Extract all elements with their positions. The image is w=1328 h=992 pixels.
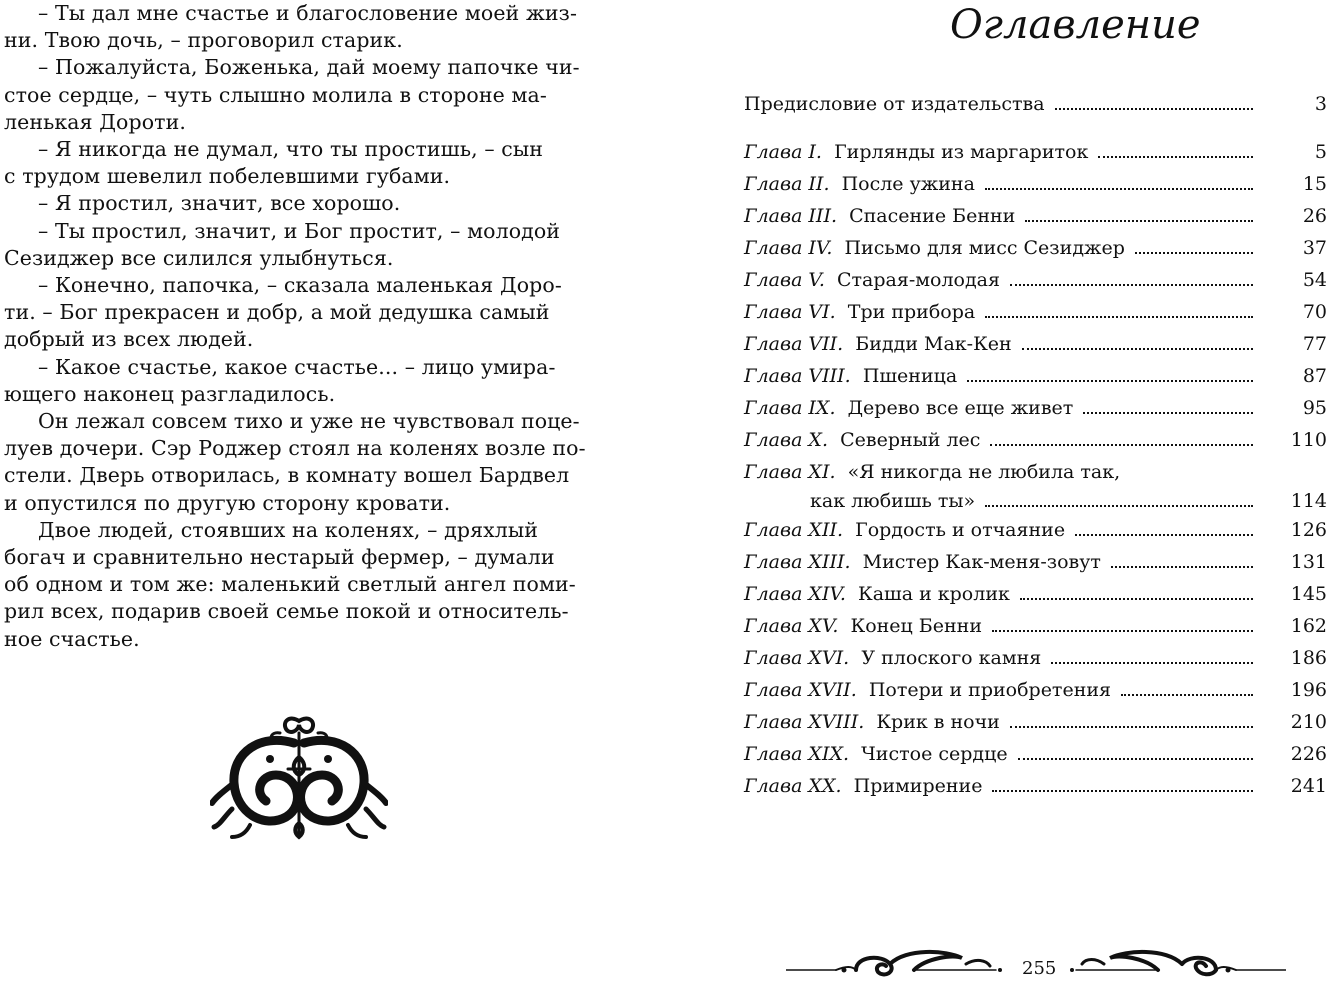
toc-chapter-title: Гордость и отчаяние (855, 519, 1066, 541)
toc-chapter-number: Глава XIX. (744, 743, 850, 765)
toc-chapter-title: У плоского камня (861, 647, 1042, 669)
toc-leader (985, 505, 1253, 507)
toc-page-number: 77 (1302, 333, 1327, 355)
toc-row-preface[interactable] (744, 88, 1327, 120)
toc-leader (1135, 252, 1253, 254)
toc-leader (1055, 108, 1253, 110)
toc-page-number: 114 (1290, 490, 1327, 512)
toc-chapter-title: Бидди Мак-Кен (855, 333, 1012, 355)
toc-page-number: 5 (1314, 141, 1327, 163)
toc-leader (1020, 598, 1253, 600)
toc-row[interactable] (744, 136, 1327, 168)
toc-chapter-number: Глава VII. (744, 333, 844, 355)
paragraph: – Я простил, значит, все хорошо. (38, 191, 401, 216)
toc-chapter-number: Глава II. (744, 173, 830, 195)
toc-leader (1018, 758, 1253, 760)
paragraph: Двое людей, стоявших на коленях, – дряхлый богач и сравнительно нестарый фермер, – думали об одном и том же: маленький светлый ангел поми- рил всех, подарив своей семье покой и относитель- ное счастье. (4, 517, 576, 651)
toc-chapter-number: Глава VI. (744, 301, 836, 323)
toc-chapter-number: Глава V. (744, 269, 825, 291)
toc-leader (967, 380, 1253, 382)
toc-chapter-title-cont: как любишь ты» (810, 490, 976, 512)
toc-row[interactable] (744, 168, 1327, 200)
toc-leader (1075, 534, 1253, 536)
toc-page-number: 126 (1290, 519, 1327, 541)
toc-chapter-number: Глава X. (744, 429, 828, 451)
toc-row[interactable] (744, 424, 1327, 456)
toc-row[interactable] (744, 360, 1327, 392)
toc-leader (992, 630, 1253, 632)
toc-leader (985, 188, 1253, 190)
toc-page-number: 145 (1290, 583, 1327, 605)
toc-chapter-title: Конец Бенни (850, 615, 983, 637)
toc-chapter-title: После ужина (841, 173, 975, 195)
toc-row[interactable] (744, 546, 1327, 578)
toc-row[interactable] (744, 232, 1327, 264)
table-of-contents (744, 88, 1327, 802)
toc-chapter-number: Глава XX. (744, 775, 842, 797)
toc-row[interactable] (744, 674, 1327, 706)
toc-row[interactable] (744, 738, 1327, 770)
toc-chapter-title: Письмо для мисс Сезиджер (844, 237, 1125, 259)
paragraph: – Я никогда не думал, что ты простишь, – сын с трудом шевелил побелевшими губами. (4, 137, 544, 189)
toc-row[interactable] (744, 706, 1327, 738)
paragraph: – Какое счастье, какое счастье... – лицо умира- ющего наконец разгладилось. (4, 354, 556, 406)
toc-row[interactable] (744, 200, 1327, 232)
paragraph: – Пожалуйста, Боженька, дай моему папочке чи- стое сердце, – чуть слышно молила в стороне ма- ленькая Дороти. (4, 55, 580, 134)
toc-page-number: 196 (1290, 679, 1327, 701)
left-page-text (4, 0, 594, 653)
toc-row[interactable] (744, 456, 1327, 514)
toc-row[interactable] (744, 770, 1327, 802)
paragraph: – Ты простил, значит, и Бог простит, – молодой Сезиджер все силился улыбнуться. (4, 218, 561, 270)
toc-leader (1051, 662, 1253, 664)
toc-chapter-number: Глава III. (744, 205, 837, 227)
toc-row[interactable] (744, 328, 1327, 360)
toc-chapter-title: Спасение Бенни (849, 205, 1016, 227)
toc-page-number: 210 (1290, 711, 1327, 733)
paragraph: – Ты дал мне счастье и благословение моей жиз- ни. Твою дочь, – проговорил старик. (4, 1, 577, 53)
toc-leader (1098, 156, 1253, 158)
toc-leader (1010, 726, 1253, 728)
toc-page-number: 26 (1302, 205, 1327, 227)
toc-chapter-number: Глава XVI. (744, 647, 850, 669)
toc-chapter-title: Старая-молодая (836, 269, 1000, 291)
toc-page-number: 162 (1290, 615, 1327, 637)
page-footer (786, 944, 1286, 992)
toc-row[interactable] (744, 296, 1327, 328)
toc-chapter-title: Каша и кролик (858, 583, 1010, 605)
toc-leader (1025, 220, 1253, 222)
toc-chapter-number: Глава XVII. (744, 679, 857, 701)
toc-leader (1022, 348, 1253, 350)
toc-page-number: 3 (1314, 93, 1327, 115)
toc-chapter-number: Глава IV. (744, 237, 833, 259)
page-number: 255 (1022, 958, 1057, 979)
toc-chapter-number: Глава XIV. (744, 583, 846, 605)
toc-row[interactable] (744, 264, 1327, 296)
toc-chapter-number: Глава VIII. (744, 365, 851, 387)
toc-page-number: 95 (1302, 397, 1327, 419)
toc-page-number: 54 (1302, 269, 1327, 291)
toc-chapter-title: Потери и приобретения (868, 679, 1112, 701)
toc-leader (1083, 412, 1253, 414)
toc-chapter-number: Глава I. (744, 141, 822, 163)
toc-page-number: 110 (1290, 429, 1327, 451)
toc-leader (990, 444, 1253, 446)
toc-chapter-title: Три прибора (847, 301, 976, 323)
toc-chapter-number: Глава XV. (744, 615, 839, 637)
toc-row[interactable] (744, 578, 1327, 610)
toc-chapter-list (744, 136, 1327, 802)
toc-row[interactable] (744, 642, 1327, 674)
paragraph: – Конечно, папочка, – сказала маленькая Доро- ти. – Бог прекрасен и добр, а мой дедушка самый добрый из всех людей. (4, 273, 562, 352)
toc-page-number: 241 (1290, 775, 1327, 797)
toc-page-number: 70 (1302, 301, 1327, 323)
toc-chapter-title: Примирение (853, 775, 983, 797)
toc-chapter-title: Пшеница (862, 365, 958, 387)
toc-row[interactable] (744, 392, 1327, 424)
toc-chapter-number: Глава XVIII. (744, 711, 865, 733)
toc-leader (992, 790, 1253, 792)
toc-preface-label: Предисловие от издательства (744, 93, 1045, 115)
toc-chapter-title: Крик в ночи (876, 711, 1000, 733)
toc-chapter-number: Глава XIII. (744, 551, 851, 573)
toc-chapter-title: Мистер Как-меня-зовут (862, 551, 1101, 573)
toc-chapter-number: Глава IX. (744, 397, 836, 419)
toc-chapter-title: Дерево все еще живет (847, 397, 1074, 419)
toc-chapter-title: Чистое сердце (861, 743, 1008, 765)
toc-page-number: 131 (1290, 551, 1327, 573)
paragraph: Он лежал совсем тихо и уже не чувствовал поце- луев дочери. Сэр Роджер стоял на коленях возле по- стели. Дверь отворилась, в комнату вошел Бардвел и опустился по другую сторону кровати. (4, 409, 586, 515)
vignette-icon (210, 713, 388, 843)
toc-leader (1010, 284, 1253, 286)
toc-page-number: 186 (1290, 647, 1327, 669)
toc-chapter-title: «Я никогда не любила так, (847, 461, 1121, 483)
toc-leader (1121, 694, 1253, 696)
toc-chapter-title: Гирлянды из маргариток (834, 141, 1089, 163)
toc-page-number: 226 (1290, 743, 1327, 765)
toc-row[interactable] (744, 610, 1327, 642)
toc-leader (1111, 566, 1253, 568)
toc-title: Оглавление (950, 2, 1201, 48)
toc-page-number: 87 (1302, 365, 1327, 387)
toc-leader (985, 316, 1253, 318)
toc-chapter-number: Глава XII. (744, 519, 844, 541)
toc-page-number: 37 (1302, 237, 1327, 259)
toc-row[interactable] (744, 514, 1327, 546)
toc-page-number: 15 (1302, 173, 1327, 195)
toc-chapter-number: Глава XI. (744, 461, 836, 483)
toc-chapter-title: Северный лес (840, 429, 981, 451)
